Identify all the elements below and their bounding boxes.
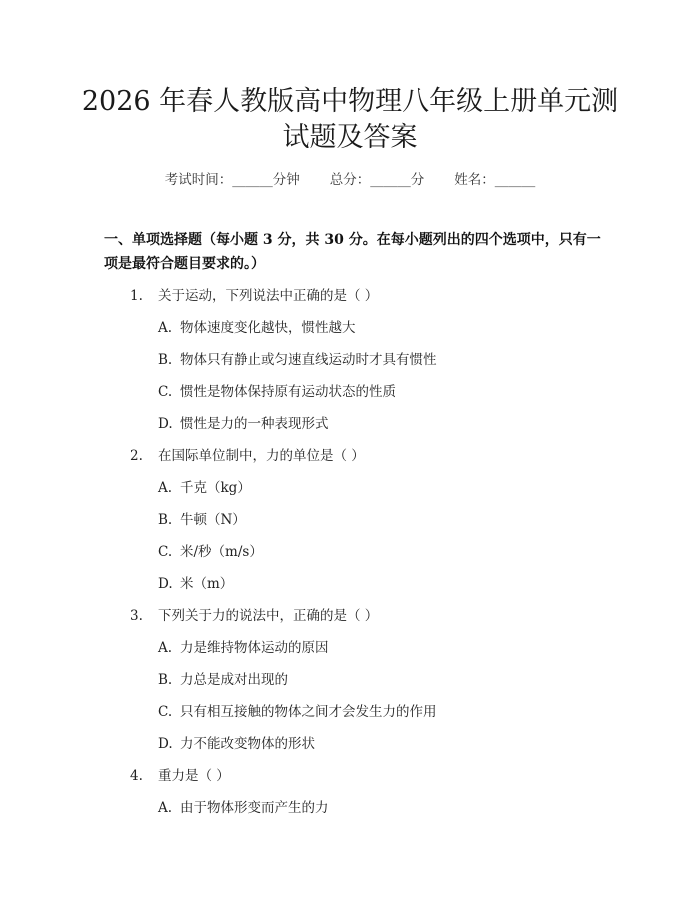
option-letter: D. (158, 416, 173, 432)
option-letter: C. (158, 384, 173, 400)
question-3 (130, 604, 378, 624)
option-text: 物体只有静止或匀速直线运动时才具有惯性 (180, 352, 437, 368)
option-2c (158, 540, 263, 560)
option-1b (158, 348, 437, 368)
option-text: 惯性是物体保持原有运动状态的性质 (180, 384, 396, 400)
option-text: 力是维持物体运动的原因 (180, 640, 329, 656)
option-2d (158, 572, 233, 592)
page-title-line-1: 2026 年春人教版高中物理八年级上册单元测 (81, 86, 619, 117)
option-2b (158, 508, 246, 528)
option-3d (158, 732, 315, 752)
page-title-line-2: 试题及答案 (282, 122, 418, 153)
option-text: 力总是成对出现的 (180, 672, 288, 688)
question-4 (130, 764, 230, 784)
question-stem: 在国际单位制中，力的单位是（ ） (158, 448, 365, 464)
option-text: 米/秒（m/s） (180, 544, 263, 560)
option-3b (158, 668, 288, 688)
option-letter: B. (158, 352, 173, 368)
option-text: 牛顿（N） (180, 512, 246, 528)
option-letter: A. (158, 640, 173, 656)
option-letter: A. (158, 480, 173, 496)
option-1c (158, 380, 396, 400)
question-stem: 重力是（ ） (158, 768, 230, 784)
option-1a (158, 316, 356, 336)
question-number: 1. (130, 288, 143, 304)
total-score-label: 总分：______分 (329, 172, 425, 188)
option-text: 只有相互接触的物体之间才会发生力的作用 (180, 704, 437, 720)
option-4a (158, 796, 329, 816)
option-text: 千克（kg） (180, 480, 251, 496)
question-1 (130, 284, 378, 304)
option-letter: A. (158, 800, 173, 816)
question-2 (130, 444, 365, 464)
option-text: 力不能改变物体的形状 (180, 736, 315, 752)
option-letter: B. (158, 512, 173, 528)
exam-meta (0, 168, 700, 188)
student-name-label: 姓名：______ (454, 172, 536, 188)
option-letter: B. (158, 672, 173, 688)
question-number: 3. (130, 608, 143, 624)
option-text: 由于物体形变而产生的力 (180, 800, 329, 816)
question-number: 4. (130, 768, 143, 784)
question-number: 2. (130, 448, 143, 464)
option-text: 物体速度变化越快，惯性越大 (180, 320, 356, 336)
option-3c (158, 700, 437, 720)
section-title: 一、单项选择题（每小题 3 分，共 30 分。在每小题列出的四个选项中，只有一项是最符合题目要求的。） (104, 232, 601, 272)
option-text: 惯性是力的一种表现形式 (180, 416, 329, 432)
option-letter: D. (158, 576, 173, 592)
option-3a (158, 636, 329, 656)
option-letter: C. (158, 704, 173, 720)
option-letter: A. (158, 320, 173, 336)
option-letter: C. (158, 544, 173, 560)
option-text: 米（m） (180, 576, 234, 592)
question-stem: 关于运动，下列说法中正确的是（ ） (158, 288, 379, 304)
question-stem: 下列关于力的说法中，正确的是（ ） (158, 608, 379, 624)
exam-time-label: 考试时间：______分钟 (164, 172, 300, 188)
option-1d (158, 412, 329, 432)
option-letter: D. (158, 736, 173, 752)
option-2a (158, 476, 251, 496)
